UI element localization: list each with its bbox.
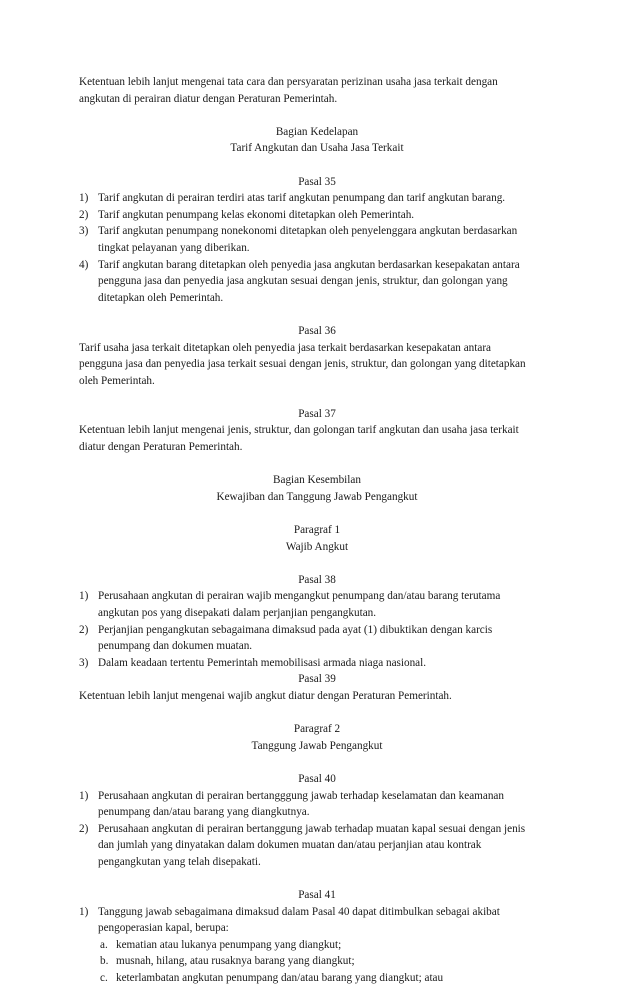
item-line: Perjanjian pengangkutan sebagaimana dimaksud pada ayat (1) dibuktikan dengan karcis	[98, 623, 493, 636]
bagian-kesembilan-title: Bagian Kesembilan	[273, 474, 361, 487]
list-item	[79, 257, 555, 307]
item-line: Perusahaan angkutan di perairan wajib mengangkut penumpang dan/atau barang terutama	[98, 590, 501, 603]
bagian-kedelapan-title: Bagian Kedelapan	[275, 125, 359, 138]
sub-list-item	[100, 953, 555, 970]
list-item	[79, 207, 555, 224]
intro-line-1: Ketentuan lebih lanjut mengenai tata cara dan persyaratan perizinan usaha jasa terkait dengan	[79, 76, 498, 88]
pasal-38-title: Pasal 38	[298, 573, 336, 586]
sub-item-text: kematian atau lukanya penumpang yang diangkut;	[116, 938, 342, 951]
list-item	[79, 821, 555, 871]
item-line: Perusahaan angkutan di perairan bertangggung jawab terhadap keselamatan dan keamanan	[98, 789, 504, 802]
item-line: Tarif angkutan penumpang kelas ekonomi ditetapkan oleh Pemerintah.	[98, 208, 415, 221]
sub-item-letter: a.	[100, 938, 108, 951]
list-item	[79, 622, 555, 655]
item-line: tingkat pelayanan yang diberikan.	[98, 241, 250, 254]
pasal-37-line: diatur dengan Peraturan Pemerintah.	[79, 441, 243, 454]
item-line: pengguna jasa dan penyedia jasa angkutan sesuai dengan jenis, struktur, dan golongan yang	[98, 275, 508, 288]
list-item	[79, 788, 555, 821]
list-item	[79, 588, 555, 621]
document-page	[79, 74, 555, 987]
pasal-36-line: Tarif usaha jasa terkait ditetapkan oleh penyedia jasa terkait berdasarkan kesepakatan antara	[79, 341, 492, 354]
item-number: 2)	[79, 822, 89, 835]
pasal-41-title: Pasal 41	[298, 889, 336, 902]
item-line: Perusahaan angkutan di perairan bertanggung jawab terhadap muatan kapal sesuai dengan jenis	[98, 822, 526, 835]
list-item	[79, 655, 555, 672]
list-item	[79, 190, 555, 207]
item-line: penumpang dan/atau barang yang diangkutnya.	[98, 806, 310, 819]
item-line: Dalam keadaan tertentu Pemerintah memobilisasi armada niaga nasional.	[98, 656, 427, 669]
bagian-kedelapan-subtitle: Tarif Angkutan dan Usaha Jasa Terkait	[230, 142, 404, 155]
item-line: pengoperasian kapal, berupa:	[98, 922, 229, 935]
pasal-39-title: Pasal 39	[298, 673, 336, 686]
item-line: Tanggung jawab sebagaimana dimaksud dalam Pasal 40 dapat ditimbulkan sebagai akibat	[98, 905, 500, 918]
item-number: 1)	[79, 905, 89, 918]
item-line: ditetapkan oleh Pemerintah.	[98, 291, 224, 304]
pasal-37-title: Pasal 37	[298, 407, 336, 420]
item-line: pengangkutan yang telah disepakati.	[98, 855, 261, 868]
paragraf-2-subtitle: Tanggung Jawab Pengangkut	[251, 739, 383, 752]
paragraf-1-title: Paragraf 1	[293, 524, 341, 537]
sub-item-text: keterlambatan angkutan penumpang dan/atau barang yang diangkut; atau	[116, 972, 444, 985]
item-line: Tarif angkutan di perairan terdiri atas tarif angkutan penumpang dan tarif angkutan barang.	[98, 192, 506, 205]
bagian-kesembilan-subtitle: Kewajiban dan Tanggung Jawab Pengangkut	[216, 490, 418, 503]
sub-item-text: musnah, hilang, atau rusaknya barang yang diangkut;	[116, 955, 355, 968]
item-number: 3)	[79, 225, 89, 238]
paragraf-1-subtitle: Wajib Angkut	[285, 540, 349, 553]
item-number: 4)	[79, 258, 89, 271]
item-number: 3)	[79, 656, 89, 669]
item-number: 1)	[79, 789, 89, 802]
list-item	[79, 223, 555, 256]
item-line: Tarif angkutan penumpang nonekonomi ditetapkan oleh penyelenggara angkutan berdasarkan	[98, 225, 518, 238]
paragraf-2-title: Paragraf 2	[293, 723, 341, 736]
item-line: Tarif angkutan barang ditetapkan oleh penyedia jasa angkutan berdasarkan kesepakatan antara	[98, 258, 520, 271]
sub-item-letter: b.	[100, 955, 109, 968]
sub-list-item	[100, 937, 555, 954]
list-item	[79, 904, 555, 937]
pasal-36-title: Pasal 36	[298, 324, 336, 337]
pasal-35-title: Pasal 35	[298, 175, 336, 188]
sub-item-letter: c.	[100, 972, 108, 985]
pasal-37-line: Ketentuan lebih lanjut mengenai jenis, struktur, dan golongan tarif angkutan dan usaha jasa terkait	[79, 424, 519, 437]
item-number: 1)	[79, 590, 89, 603]
pasal-39-line: Ketentuan lebih lanjut mengenai wajib angkut diatur dengan Peraturan Pemerintah.	[79, 689, 452, 702]
sub-list-item	[100, 970, 555, 987]
pasal-40-title: Pasal 40	[298, 772, 336, 785]
item-number: 1)	[79, 192, 89, 205]
item-number: 2)	[79, 208, 89, 221]
pasal-36-line: oleh Pemerintah.	[79, 374, 155, 387]
item-line: angkutan pos yang disepakati dalam perjanjian pengangkutan.	[98, 607, 377, 619]
pasal-36-line: pengguna jasa dan penyedia jasa terkait sesuai dengan jenis, struktur, dan golongan yang ditetapkan	[79, 358, 526, 371]
intro-line-2: angkutan di perairan diatur dengan Peraturan Pemerintah.	[79, 92, 338, 105]
item-line: penumpang dan dokumen muatan.	[98, 640, 253, 653]
item-line: dan jumlah yang dinyatakan dalam dokumen muatan dan/atau perjanjian atau kontrak	[98, 839, 482, 852]
item-number: 2)	[79, 623, 89, 636]
